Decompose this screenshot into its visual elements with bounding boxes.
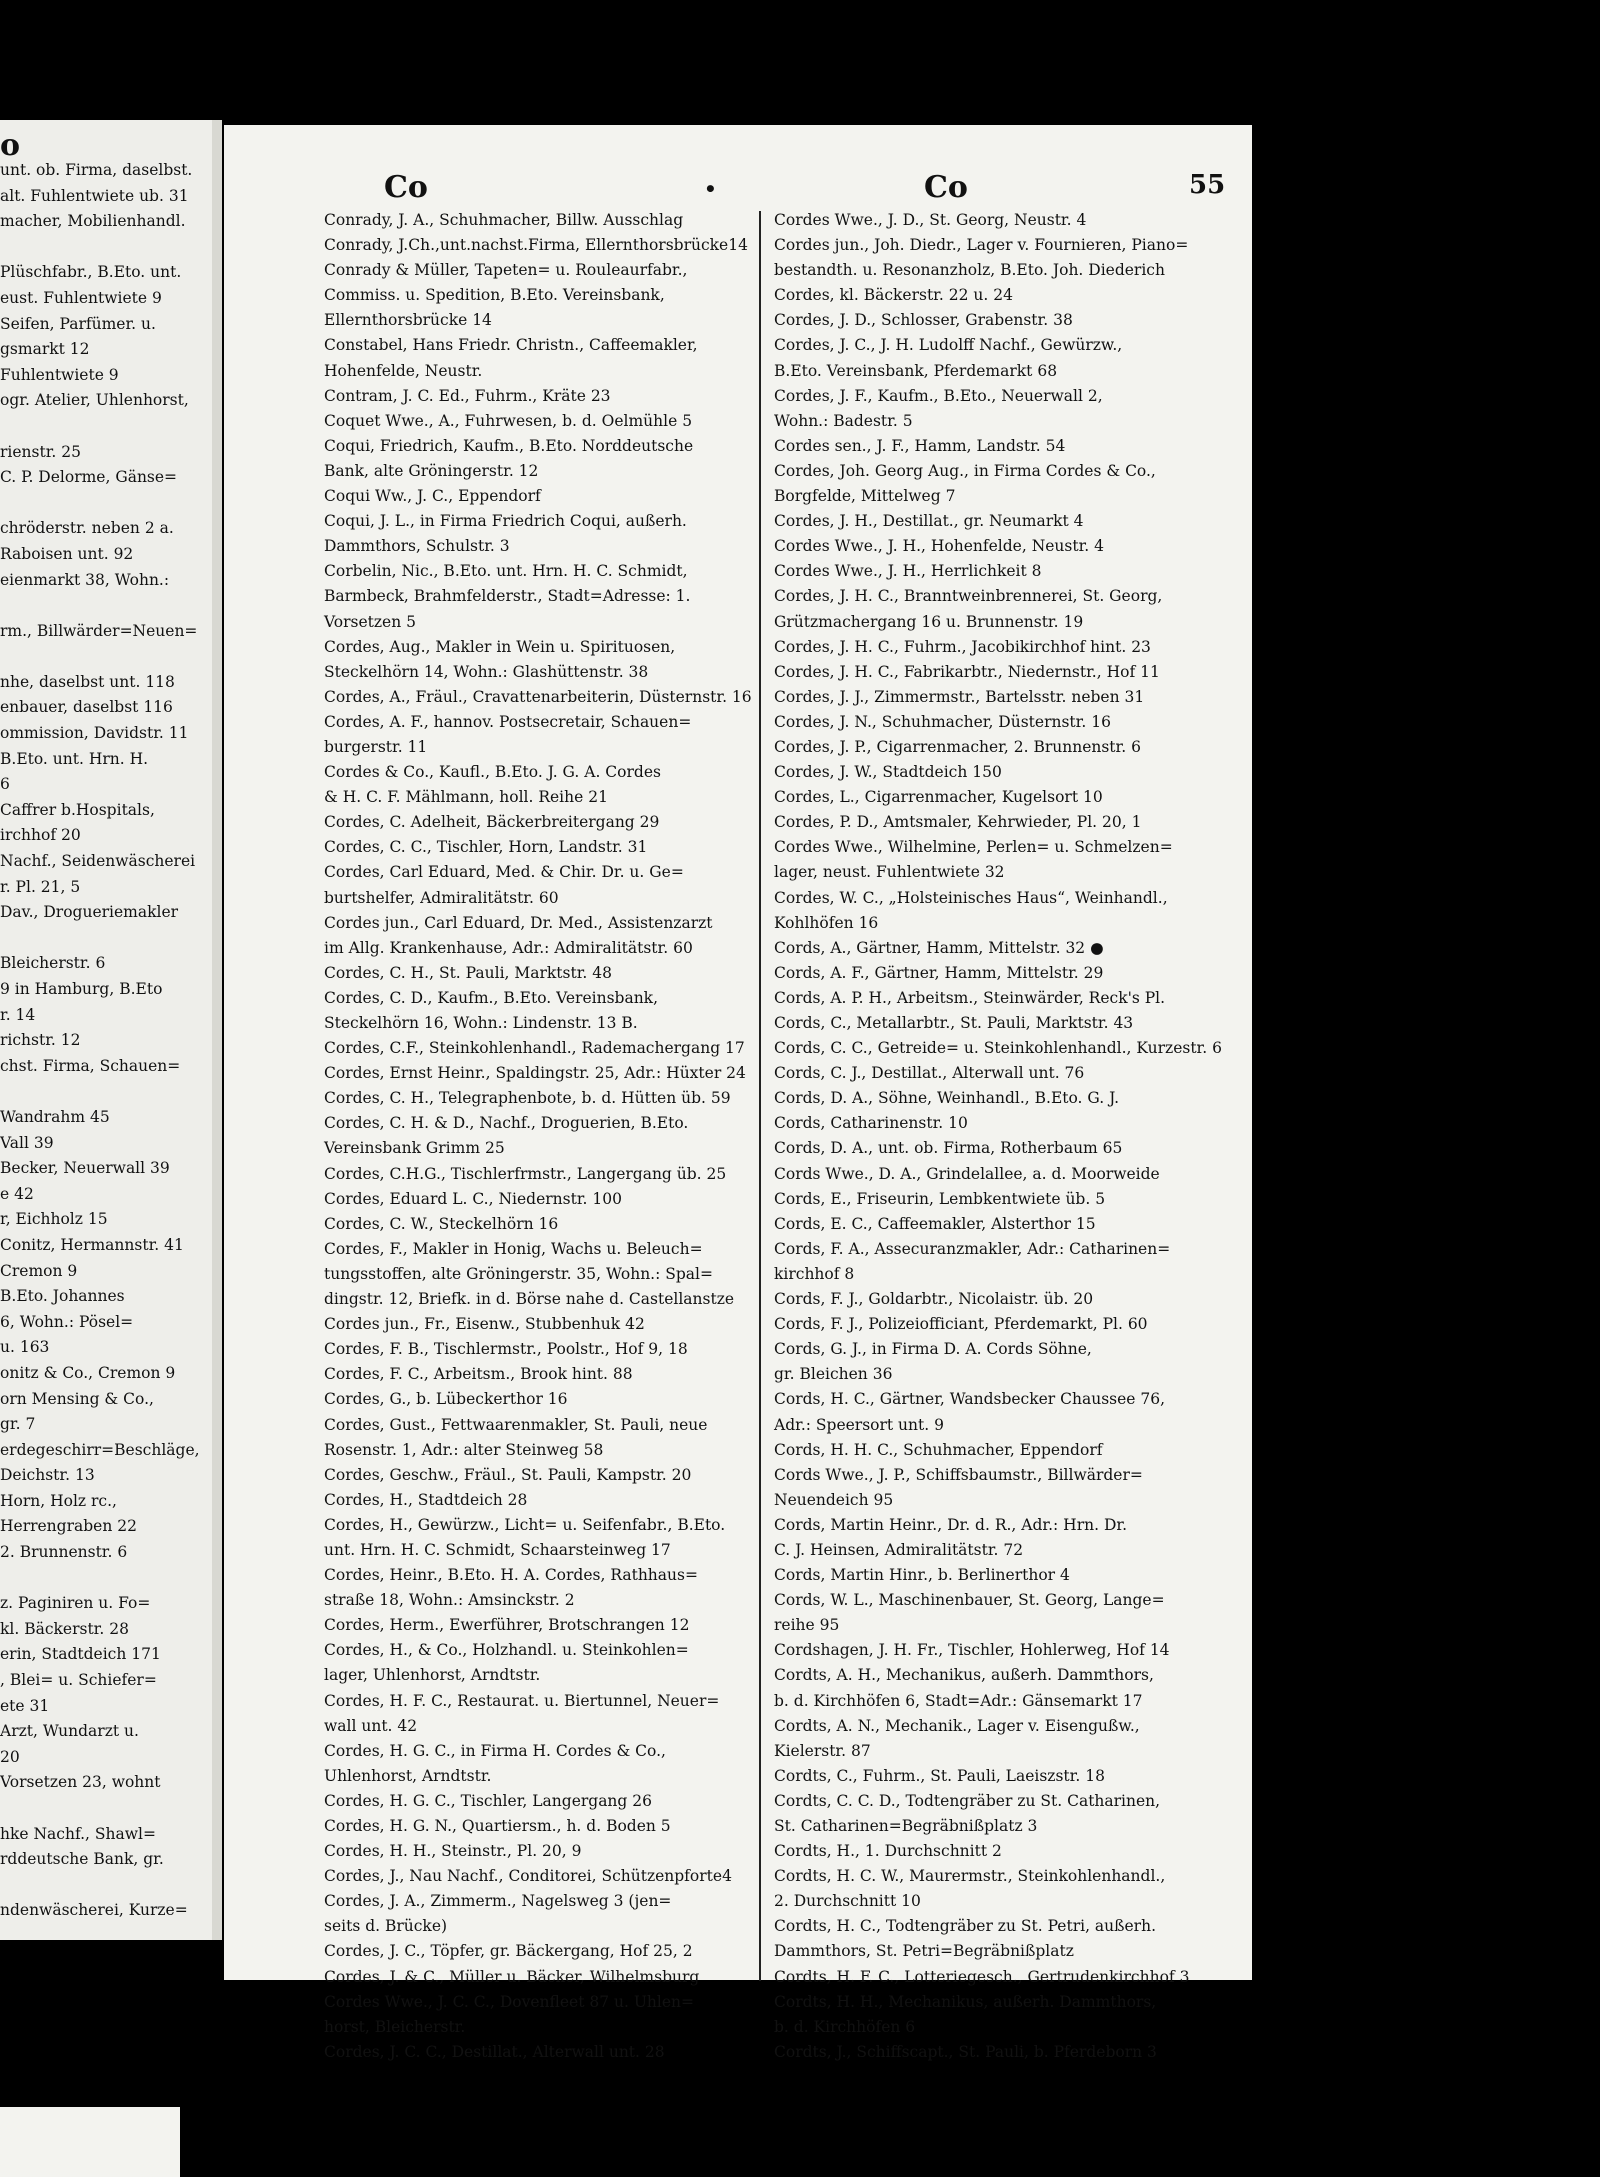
- directory-entry-line: [0, 1566, 200, 1592]
- directory-entry-line: Kielerstr. 87: [774, 1741, 871, 1760]
- directory-entry-line: Cremon 9: [0, 1261, 78, 1280]
- directory-entry-line: erdegeschirr=Beschläge,: [0, 1440, 200, 1459]
- directory-entry-line: Ellernthorsbrücke 14: [324, 311, 492, 330]
- directory-entry-line: unt. Hrn. H. C. Schmidt, Schaarsteinweg 17: [324, 1540, 671, 1559]
- directory-entry-line: Cords, F. J., Polizeiofficiant, Pferdemarkt, Pl. 60: [774, 1315, 1148, 1334]
- directory-entry-line: Cords, H. H. C., Schuhmacher, Eppendorf: [774, 1440, 1103, 1459]
- directory-entry-line: dingstr. 12, Briefk. in d. Börse nahe d. Castellanstze: [324, 1290, 735, 1309]
- directory-entry-line: 6, Wohn.: Pösel=: [0, 1312, 134, 1331]
- directory-entry-line: Cordes, Aug., Makler in Wein u. Spirituosen,: [324, 637, 676, 656]
- directory-entry-line: Cordes, P. D., Amtsmaler, Kehrwieder, Pl. 20, 1: [774, 813, 1142, 832]
- directory-entry-line: unt. ob. Firma, daselbst.: [0, 161, 193, 179]
- directory-entry-line: Cords, H. C., Gärtner, Wandsbecker Chaussee 76,: [774, 1390, 1166, 1409]
- directory-entry-line: burtshelfer, Admiralitätstr. 60: [324, 888, 559, 907]
- directory-entry-line: Caffrer b.Hospitals,: [0, 800, 155, 819]
- directory-entry-line: Cordes Wwe., Wilhelmine, Perlen= u. Schmelzen=: [774, 838, 1173, 857]
- directory-entry-line: Cordes, C. H., St. Pauli, Marktstr. 48: [324, 963, 612, 982]
- directory-entry-line: Neuendeich 95: [774, 1490, 894, 1509]
- directory-entry-line: [0, 593, 200, 619]
- directory-entry-line: u. 163: [0, 1338, 50, 1357]
- book-gutter: [212, 120, 222, 1940]
- directory-entry-line: Cordes, C. D., Kaufm., B.Eto. Vereinsbank,: [324, 988, 658, 1007]
- directory-entry-line: [0, 414, 200, 440]
- directory-entry-line: Cordes, C. H., Telegraphenbote, b. d. Hütten üb. 59: [324, 1089, 731, 1108]
- directory-entry-line: Cordes, J. J., Zimmermstr., Bartelsstr. neben 31: [774, 687, 1145, 706]
- directory-entry-line: horst, Bleicherstr.: [324, 2017, 466, 2036]
- directory-entry-line: Seifen, Parfümer. u.: [0, 314, 156, 333]
- directory-entry-line: gsmarkt 12: [0, 340, 90, 359]
- directory-entry-line: Vorsetzen 23, wohnt: [0, 1773, 161, 1792]
- directory-entry-line: Cordes, H. F. C., Restaurat. u. Biertunnel, Neuer=: [324, 1691, 720, 1710]
- directory-entry-line: Cords, C. C., Getreide= u. Steinkohlenhandl., Kurzestr. 6: [774, 1039, 1222, 1058]
- directory-entry-line: Cordes, Gust., Fettwaarenmakler, St. Pauli, neue: [324, 1415, 708, 1434]
- directory-entry-line: Dav., Drogueriemakler: [0, 903, 179, 922]
- directory-entry-line: hke Nachf., Shawl=: [0, 1824, 156, 1843]
- directory-entry-line: orn Mensing & Co.,: [0, 1389, 154, 1408]
- directory-entry-line: Wandrahm 45: [0, 1107, 110, 1126]
- directory-entry-line: Cordts, H. C., Todtengräber zu St. Petri, außerh.: [774, 1917, 1156, 1936]
- directory-entry-line: Cordes, J., Nau Nachf., Conditorei, Schützenpforte4: [324, 1867, 732, 1886]
- directory-entry-line: Cords, E. C., Caffeemakler, Alsterthor 15: [774, 1214, 1096, 1233]
- directory-entry-line: Cordes Wwe., J. D., St. Georg, Neustr. 4: [774, 211, 1087, 229]
- left-page-header: o: [0, 128, 21, 163]
- directory-entry-line: Deichstr. 13: [0, 1466, 95, 1485]
- directory-entry-line: Rosenstr. 1, Adr.: alter Steinweg 58: [324, 1440, 604, 1459]
- directory-entry-line: Cordes Wwe., J. H., Hohenfelde, Neustr. 4: [774, 537, 1105, 556]
- directory-entry-line: Cords, Martin Heinr., Dr. d. R., Adr.: Hrn. Dr.: [774, 1515, 1128, 1534]
- entries-column-2: [774, 208, 1222, 2065]
- directory-entry-line: Cords, D. A., unt. ob. Firma, Rotherbaum 65: [774, 1139, 1123, 1158]
- directory-entry-line: Fuhlentwiete 9: [0, 365, 119, 384]
- directory-entry-line: rienstr. 25: [0, 442, 81, 461]
- directory-entry-line: wall unt. 42: [324, 1716, 418, 1735]
- directory-entry-line: Coqui, J. L., in Firma Friedrich Coqui, außerh.: [324, 512, 687, 531]
- directory-entry-line: Cords Wwe., J. P., Schiffsbaumstr., Billwärder=: [774, 1465, 1143, 1484]
- header-right: Co: [924, 170, 968, 205]
- directory-entry-line: alt. Fuhlentwiete ub. 31: [0, 186, 189, 205]
- directory-entry-line: Cordes jun., Joh. Diedr., Lager v. Fournieren, Piano=: [774, 236, 1189, 255]
- directory-entry-line: Cordes, H. G. C., in Firma H. Cordes & Co.,: [324, 1741, 666, 1760]
- directory-entry-line: B.Eto. Vereinsbank, Pferdemarkt 68: [774, 361, 1058, 380]
- directory-entry-line: Cordes, A., Fräul., Cravattenarbeiterin, Düsternstr. 16: [324, 687, 752, 706]
- directory-entry-line: enbauer, daselbst 116: [0, 698, 173, 717]
- directory-entry-line: seits d. Brücke): [324, 1917, 448, 1936]
- directory-entry-line: Nachf., Seidenwäscherei: [0, 852, 196, 871]
- directory-entry-line: C. P. Delorme, Gänse=: [0, 468, 178, 487]
- right-page: [224, 125, 1252, 2061]
- directory-entry-line: reihe 95: [774, 1616, 840, 1635]
- directory-entry-line: Conrady, J. A., Schuhmacher, Billw. Ausschlag: [324, 211, 684, 229]
- directory-entry-line: nhe, daselbst unt. 118: [0, 672, 175, 691]
- directory-entry-line: Cordes, Herm., Ewerführer, Brotschrangen 12: [324, 1616, 690, 1635]
- directory-entry-line: Cords, E., Friseurin, Lembkentwiete üb. 5: [774, 1189, 1106, 1208]
- directory-entry-line: gr. 7: [0, 1415, 36, 1434]
- directory-entry-line: Cordes, J. D., Schlosser, Grabenstr. 38: [774, 311, 1073, 330]
- directory-entry-line: Cords, G. J., in Firma D. A. Cords Söhne,: [774, 1340, 1092, 1359]
- directory-entry-line: r, Eichholz 15: [0, 1210, 108, 1229]
- directory-entry-line: [0, 644, 200, 670]
- left-page-column: [0, 158, 200, 1924]
- directory-entry-line: Cords, A. F., Gärtner, Hamm, Mittelstr. 29: [774, 963, 1104, 982]
- directory-entry-line: Cordts, C., Fuhrm., St. Pauli, Laeiszstr. 18: [774, 1766, 1105, 1785]
- directory-entry-line: Steckelhörn 14, Wohn.: Glashüttenstr. 38: [324, 662, 649, 681]
- directory-entry-line: Cordes jun., Fr., Eisenw., Stubbenhuk 42: [324, 1315, 645, 1334]
- directory-entry-line: Cordes jun., Carl Eduard, Dr. Med., Assistenzarzt: [324, 913, 713, 932]
- directory-entry-line: 2. Brunnenstr. 6: [0, 1543, 128, 1562]
- directory-entry-line: macher, Mobilienhandl.: [0, 212, 186, 231]
- directory-entry-line: , Blei= u. Schiefer=: [0, 1671, 157, 1690]
- directory-entry-line: B.Eto. Johannes: [0, 1287, 125, 1306]
- directory-entry-line: Cordes, H., Stadtdeich 28: [324, 1490, 528, 1509]
- directory-entry-line: Hohenfelde, Neustr.: [324, 361, 483, 380]
- directory-entry-line: Cords, W. L., Maschinenbauer, St. Georg, Lange=: [774, 1591, 1165, 1610]
- directory-entry-line: eust. Fuhlentwiete 9: [0, 288, 162, 307]
- directory-entry-line: Steckelhörn 16, Wohn.: Lindenstr. 13 B.: [324, 1014, 638, 1032]
- directory-entry-line: Cordts, H., 1. Durchschnitt 2: [774, 1842, 1002, 1861]
- directory-entry-line: Cordes, J. W., Stadtdeich 150: [774, 763, 1002, 782]
- directory-entry-line: Grützmachergang 16 u. Brunnenstr. 19: [774, 612, 1084, 631]
- directory-entry-line: Cordes, H. G. C., Tischler, Langergang 26: [324, 1791, 652, 1810]
- directory-entry-line: Cordes, J. A., Zimmerm., Nagelsweg 3 (jen=: [324, 1892, 672, 1911]
- directory-entry-line: Wohn.: Badestr. 5: [774, 411, 913, 430]
- directory-entry-line: b. d. Kirchhöfen 6: [774, 2017, 916, 2036]
- directory-entry-line: bestandth. u. Resonanzholz, B.Eto. Joh. Diederich: [774, 261, 1165, 280]
- directory-entry-line: Conrady, J.Ch.,unt.nachst.Firma, Ellernthorsbrücke14: [324, 236, 748, 255]
- directory-entry-line: Cordes, L., Cigarrenmacher, Kugelsort 10: [774, 788, 1103, 807]
- directory-entry-line: Cordes, Joh. Georg Aug., in Firma Cordes & Co.,: [774, 461, 1156, 480]
- directory-entry-line: Conitz, Hermannstr. 41: [0, 1235, 184, 1254]
- directory-entry-line: B.Eto. unt. Hrn. H.: [0, 749, 149, 768]
- directory-entry-line: Cords, Catharinenstr. 10: [774, 1114, 968, 1133]
- directory-entry-line: Borgfelde, Mittelweg 7: [774, 487, 956, 506]
- directory-entry-line: rm., Billwärder=Neuen=: [0, 621, 198, 640]
- directory-entry-line: tungsstoffen, alte Gröningerstr. 35, Wohn.: Spal=: [324, 1264, 713, 1283]
- directory-entry-line: Cordes, F. B., Tischlermstr., Poolstr., Hof 9, 18: [324, 1340, 688, 1359]
- directory-entry-line: Cordts, C. C. D., Todtengräber zu St. Catharinen,: [774, 1791, 1161, 1810]
- directory-entry-line: lager, neust. Fuhlentwiete 32: [774, 863, 1005, 882]
- directory-entry-line: 2. Durchschnitt 10: [774, 1892, 921, 1911]
- directory-entry-line: [0, 235, 200, 261]
- directory-entry-line: 9 in Hamburg, B.Eto: [0, 980, 163, 998]
- directory-entry-line: rddeutsche Bank, gr.: [0, 1850, 164, 1869]
- directory-entry-line: Cords, Martin Hinr., b. Berlinerthor 4: [774, 1566, 1070, 1585]
- directory-entry-line: Cordes, H. H., Steinstr., Pl. 20, 9: [324, 1842, 582, 1861]
- directory-entry-line: 6: [0, 775, 10, 794]
- directory-entry-line: erin, Stadtdeich 171: [0, 1645, 161, 1664]
- directory-entry-line: Kohlhöfen 16: [774, 913, 879, 932]
- directory-entry-line: Cordes sen., J. F., Hamm, Landstr. 54: [774, 436, 1066, 455]
- header-left: Co: [384, 170, 428, 205]
- directory-entry-line: Adr.: Speersort unt. 9: [774, 1415, 944, 1434]
- directory-entry-line: Cordes, C. Adelheit, Bäckerbreitergang 29: [324, 813, 660, 832]
- directory-entry-line: Cordts, H. F. C., Lotteriegesch., Gertrudenkirchhof 3: [774, 1967, 1190, 1986]
- directory-entry-line: chst. Firma, Schauen=: [0, 1056, 181, 1075]
- directory-entry-line: C. J. Heinsen, Admiralitätstr. 72: [774, 1540, 1024, 1559]
- directory-entry-line: Cordes, C. C., Tischler, Horn, Landstr. 31: [324, 838, 648, 857]
- directory-entry-line: Cordes, C.F., Steinkohlenhandl., Rademachergang 17: [324, 1039, 745, 1058]
- directory-entry-line: r. 14: [0, 1005, 36, 1024]
- directory-entry-line: Cordes, J. H. C., Fuhrm., Jacobikirchhof hint. 23: [774, 637, 1151, 656]
- directory-entry-line: Cordes Wwe., J. C. C., Dovenfleet 87 u. Uhlen=: [324, 1992, 694, 2011]
- header-dot: •: [704, 177, 717, 201]
- directory-entry-line: Cordes, W. C., „Holsteinisches Haus“, Weinhandl.,: [774, 888, 1168, 907]
- directory-entry-line: Cordes & Co., Kaufl., B.Eto. J. G. A. Cordes: [324, 763, 661, 782]
- directory-entry-line: straße 18, Wohn.: Amsinckstr. 2: [324, 1591, 575, 1610]
- left-page: [0, 120, 222, 1940]
- directory-entry-line: richstr. 12: [0, 1031, 81, 1050]
- page-corner: [0, 2107, 180, 2177]
- directory-entry-line: ndenwäscherei, Kurze=: [0, 1901, 188, 1920]
- directory-entry-line: Commiss. u. Spedition, B.Eto. Vereinsbank,: [324, 286, 665, 305]
- directory-entry-line: Bleicherstr. 6: [0, 954, 106, 973]
- directory-entry-line: Cordes, H., & Co., Holzhandl. u. Steinkohlen=: [324, 1641, 689, 1660]
- entries-column-1: [324, 208, 752, 2065]
- directory-entry-line: Cordes, F., Makler in Honig, Wachs u. Beleuch=: [324, 1239, 703, 1258]
- directory-entry-line: Cordes, J. H. C., Fabrikarbtr., Niedernstr., Hof 11: [774, 662, 1160, 681]
- directory-entry-line: Conrady & Müller, Tapeten= u. Rouleaurfabr.,: [324, 261, 688, 280]
- directory-entry-line: lager, Uhlenhorst, Arndtstr.: [324, 1666, 541, 1685]
- page-number: 55: [1189, 170, 1226, 200]
- directory-entry-line: ete 31: [0, 1696, 50, 1715]
- directory-entry-line: r. Pl. 21, 5: [0, 877, 81, 896]
- directory-entry-line: chröderstr. neben 2 a.: [0, 519, 174, 538]
- directory-entry-line: e 42: [0, 1184, 34, 1203]
- directory-entry-line: Cords Wwe., D. A., Grindelallee, a. d. Moorweide: [774, 1164, 1160, 1183]
- directory-entry-line: Cords, F. A., Assecuranzmakler, Adr.: Catharinen=: [774, 1239, 1171, 1258]
- directory-entry-line: Cordes, C. W., Steckelhörn 16: [324, 1214, 559, 1233]
- directory-entry-line: Becker, Neuerwall 39: [0, 1159, 170, 1178]
- directory-entry-line: Vereinsbank Grimm 25: [324, 1139, 505, 1158]
- directory-entry-line: Cordes, Heinr., B.Eto. H. A. Cordes, Rathhaus=: [324, 1566, 698, 1585]
- directory-entry-line: Arzt, Wundarzt u.: [0, 1722, 139, 1741]
- directory-entry-line: Raboisen unt. 92: [0, 544, 134, 563]
- directory-entry-line: Cordes, F. C., Arbeitsm., Brook hint. 88: [324, 1365, 633, 1384]
- directory-entry-line: Cordes, A. F., hannov. Postsecretair, Schauen=: [324, 712, 692, 731]
- directory-entry-line: Cordes, Eduard L. C., Niedernstr. 100: [324, 1189, 622, 1208]
- directory-entry-line: Cordes, kl. Bäckerstr. 22 u. 24: [774, 286, 1013, 305]
- directory-entry-line: Dammthors, Schulstr. 3: [324, 537, 510, 556]
- directory-entry-line: Cordes, J. N., Schuhmacher, Düsternstr. 16: [774, 712, 1111, 731]
- directory-entry-line: Cordts, H. H., Mechanikus, außerh. Dammthors,: [774, 1992, 1157, 2011]
- directory-entry-line: Cordes, J. P., Cigarrenmacher, 2. Brunnenstr. 6: [774, 737, 1141, 756]
- directory-entry-line: Bank, alte Gröningerstr. 12: [324, 461, 539, 480]
- directory-entry-line: [0, 1873, 200, 1899]
- directory-entry-line: Cordes, J. C. C., Destillat., Alterwall unt. 28: [324, 2042, 665, 2061]
- directory-entry-line: Plüschfabr., B.Eto. unt.: [0, 263, 182, 282]
- directory-entry-line: b. d. Kirchhöfen 6, Stadt=Adr.: Gänsemarkt 17: [774, 1691, 1143, 1710]
- directory-entry-line: [0, 1796, 200, 1822]
- directory-entry-line: Cordts, J., Schiffscapt., St. Pauli, b. Pferdeborn 3: [774, 2042, 1157, 2061]
- directory-entry-line: Corbelin, Nic., B.Eto. unt. Hrn. H. C. Schmidt,: [324, 562, 688, 581]
- directory-entry-line: Cordes Wwe., J. H., Herrlichkeit 8: [774, 562, 1042, 581]
- directory-entry-line: Cordes, Ernst Heinr., Spaldingstr. 25, Adr.: Hüxter 24: [324, 1064, 746, 1083]
- directory-entry-line: Cordes, C. H. & D., Nachf., Droguerien, B.Eto.: [324, 1114, 689, 1133]
- directory-entry-line: Cordes, H. G. N., Quartiersm., h. d. Boden 5: [324, 1817, 671, 1835]
- directory-entry-line: Cords, D. A., Söhne, Weinhandl., B.Eto. G. J.: [774, 1089, 1120, 1108]
- directory-entry-line: Horn, Holz rc.,: [0, 1491, 117, 1510]
- directory-entry-line: kirchhof 8: [774, 1264, 855, 1283]
- directory-entry-line: Cords, A., Gärtner, Hamm, Mittelstr. 32 ●: [774, 938, 1104, 957]
- directory-entry-line: Coqui, Friedrich, Kaufm., B.Eto. Norddeutsche: [324, 436, 694, 455]
- directory-entry-line: Vall 39: [0, 1133, 54, 1152]
- directory-entry-line: Cordes, J. C., J. H. Ludolff Nachf., Gewürzw.,: [774, 336, 1123, 355]
- directory-entry-line: Coquet Wwe., A., Fuhrwesen, b. d. Oelmühle 5: [324, 411, 693, 430]
- directory-entry-line: Cords, A. P. H., Arbeitsm., Steinwärder, Reck's Pl.: [774, 988, 1166, 1007]
- directory-entry-line: [0, 491, 200, 517]
- directory-entry-line: St. Catharinen=Begräbnißplatz 3: [774, 1817, 1038, 1835]
- directory-entry-line: Cordshagen, J. H. Fr., Tischler, Hohlerweg, Hof 14: [774, 1641, 1170, 1660]
- directory-entry-line: Cords, C. J., Destillat., Alterwall unt. 76: [774, 1064, 1085, 1083]
- directory-entry-line: & H. C. F. Mählmann, holl. Reihe 21: [324, 788, 608, 807]
- directory-entry-line: z. Paginiren u. Fo=: [0, 1594, 151, 1613]
- directory-entry-line: Cordts, H. C. W., Maurermstr., Steinkohlenhandl.,: [774, 1867, 1166, 1886]
- directory-entry-line: Coqui Ww., J. C., Eppendorf: [324, 487, 541, 506]
- directory-entry-line: Herrengraben 22: [0, 1517, 137, 1536]
- directory-entry-line: [0, 926, 200, 952]
- directory-entry-line: Cordes, Geschw., Fräul., St. Pauli, Kampstr. 20: [324, 1465, 692, 1484]
- directory-entry-line: Dammthors, St. Petri=Begräbnißplatz: [774, 1942, 1074, 1961]
- directory-entry-line: Uhlenhorst, Arndtstr.: [324, 1766, 492, 1785]
- directory-entry-line: gr. Bleichen 36: [774, 1365, 893, 1384]
- directory-entry-line: ommission, Davidstr. 11: [0, 724, 189, 743]
- directory-entry-line: Barmbeck, Brahmfelderstr., Stadt=Adresse: 1.: [324, 587, 691, 606]
- directory-entry-line: Cordes, J. C., Töpfer, gr. Bäckergang, Hof 25, 2: [324, 1942, 693, 1961]
- directory-entry-line: Cordts, A. H., Mechanikus, außerh. Dammthors,: [774, 1666, 1154, 1685]
- directory-entry-line: Contram, J. C. Ed., Fuhrm., Kräte 23: [324, 386, 611, 405]
- directory-entry-line: Cordts, A. N., Mechanik., Lager v. Eisengußw.,: [774, 1716, 1140, 1735]
- directory-entry-line: Cords, C., Metallarbtr., St. Pauli, Marktstr. 43: [774, 1014, 1134, 1032]
- directory-entry-line: Cordes, H., Gewürzw., Licht= u. Seifenfabr., B.Eto.: [324, 1515, 726, 1534]
- directory-entry-line: onitz & Co., Cremon 9: [0, 1363, 176, 1382]
- directory-entry-line: Cordes, J. & C., Müller u. Bäcker, Wilhelmsburg: [324, 1967, 700, 1986]
- column-divider: [759, 211, 761, 1981]
- directory-entry-line: burgerstr. 11: [324, 737, 428, 756]
- directory-entry-line: eienmarkt 38, Wohn.:: [0, 570, 170, 589]
- directory-entry-line: Cordes, G., b. Lübeckerthor 16: [324, 1390, 568, 1409]
- directory-entry-line: 20: [0, 1747, 20, 1766]
- directory-entry-line: Cordes, J. H. C., Branntweinbrennerei, St. Georg,: [774, 587, 1163, 606]
- directory-entry-line: Cordes, C.H.G., Tischlerfrmstr., Langergang üb. 25: [324, 1164, 727, 1183]
- directory-entry-line: Cordes, Carl Eduard, Med. & Chir. Dr. u. Ge=: [324, 863, 684, 882]
- directory-entry-line: Cords, F. J., Goldarbtr., Nicolaistr. üb. 20: [774, 1290, 1094, 1309]
- directory-entry-line: irchhof 20: [0, 826, 81, 845]
- directory-entry-line: Constabel, Hans Friedr. Christn., Caffeemakler,: [324, 336, 698, 355]
- directory-entry-line: kl. Bäckerstr. 28: [0, 1619, 129, 1638]
- directory-entry-line: [0, 1079, 200, 1105]
- directory-entry-line: ogr. Atelier, Uhlenhorst,: [0, 391, 189, 410]
- directory-entry-line: im Allg. Krankenhause, Adr.: Admiralitätstr. 60: [324, 938, 693, 957]
- directory-entry-line: Vorsetzen 5: [324, 612, 416, 631]
- directory-entry-line: Cordes, J. H., Destillat., gr. Neumarkt 4: [774, 512, 1084, 531]
- directory-entry-line: Cordes, J. F., Kaufm., B.Eto., Neuerwall 2,: [774, 386, 1103, 405]
